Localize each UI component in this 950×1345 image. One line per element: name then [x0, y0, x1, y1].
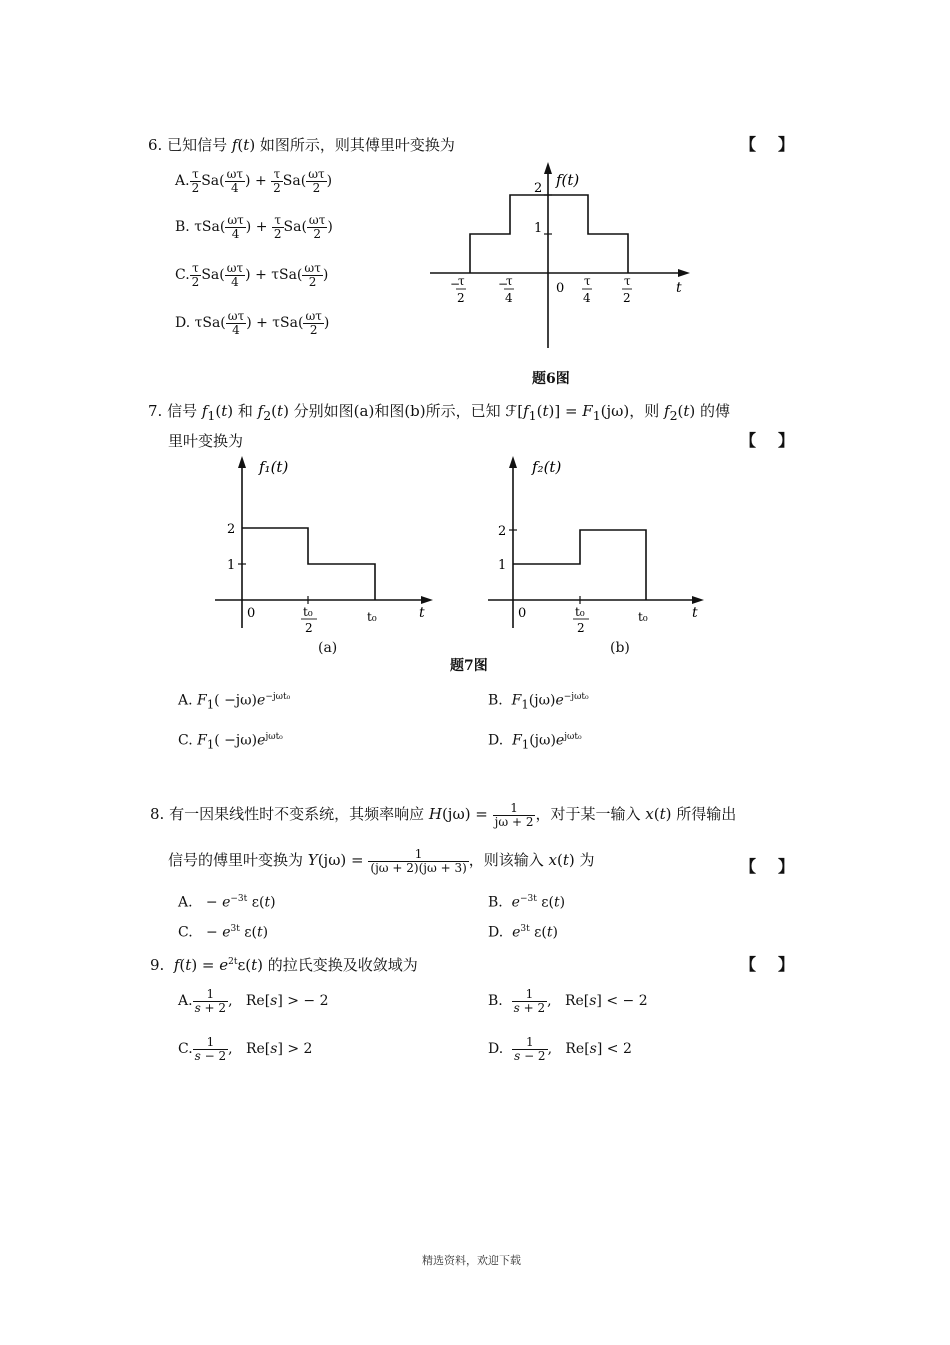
- q8-stem-line1: 8. 有一因果线性时不变系统，其频率响应 H(jω) = $\frac{1}{j\omega + 2}$ ，对于某一输入 x(t) 所得输出: [150, 801, 737, 829]
- q7a-xtick-t0: t₀: [367, 610, 377, 624]
- q7b-xtick-t0: t₀: [638, 610, 648, 624]
- svg-text:4: 4: [505, 291, 513, 305]
- q7-option-b[interactable]: B. $F_1(j\omega)e^{-j\omega t_0}$: [488, 692, 589, 712]
- q9-stem: 9. $f(t) = e^{2t}\varepsilon(t)$ 的拉氏变换及收敛域为: [150, 956, 418, 974]
- q6-option-b[interactable]: B. τSa( $\frac{\omega\tau}{4}$ ) + $\frac{\tau}{2}$ Sa( $\frac{\omega\tau}{2}$ ): [175, 213, 333, 241]
- q6-ytick-2: 2: [534, 181, 543, 196]
- q6-xtick-half: [622, 274, 632, 305]
- q7b-ytick-2: 2: [498, 524, 507, 539]
- q7-figure-b: [478, 450, 718, 635]
- q7-option-a[interactable]: A. $F_1( -j\omega)e^{-j\omega t_0}$: [178, 692, 291, 712]
- q6-answer-bracket: 【】: [740, 135, 817, 154]
- svg-text:τ: τ: [458, 274, 465, 288]
- q8-option-c[interactable]: C. − $e^{3t}$ ε(t): [178, 924, 269, 941]
- svg-text:−: −: [498, 277, 509, 291]
- q7b-xtick-zero: 0: [518, 606, 527, 621]
- svg-text:2: 2: [457, 291, 465, 305]
- q6-xtick-quarter: [582, 274, 592, 305]
- q7-answer-bracket: 【】: [740, 431, 817, 450]
- q6-option-a[interactable]: A. $\frac{\tau}{2}$ Sa( $\frac{\omega\tau}{4}$ ) + $\frac{\tau}{2}$ Sa( $\frac{\omega\tau}{2}$ ): [175, 167, 333, 195]
- q7-option-d[interactable]: D. $F_1(j\omega)e^{j\omega t_0}$: [488, 732, 582, 752]
- q7b-xlabel: t: [692, 605, 698, 621]
- svg-text:2: 2: [577, 621, 585, 635]
- q7a-xtick-half: [301, 605, 317, 635]
- q7a-xtick-zero: 0: [247, 606, 256, 621]
- q6-option-c[interactable]: C. $\frac{\tau}{2}$ Sa( $\frac{\omega\tau}{4}$ ) + τSa( $\frac{\omega\tau}{2}$ ): [175, 261, 329, 289]
- q9-option-b[interactable]: B. $\frac{1}{s + 2}$ , Re[s] < − 2: [488, 987, 648, 1015]
- q7b-ylabel: f₂(t): [532, 458, 562, 476]
- svg-text:τ: τ: [624, 274, 631, 288]
- q7-stem-line1: 7. 信号 $f_1(t)$ 和 $f_2(t)$ 分别如图(a)和图(b)所示，已知 $ℱ[f_1(t)] = F_1(j\omega)$，则 $f_2(t)$ 的傅: [148, 402, 731, 423]
- q8-option-d[interactable]: D. $e^{3t}$ ε(t): [488, 924, 558, 941]
- q6-xtick-neg-quarter: [498, 274, 514, 305]
- svg-text:t₀: t₀: [303, 605, 313, 619]
- q7-sub-b: (b): [610, 640, 630, 656]
- q8-option-b[interactable]: B. $e^{-3t}$ ε(t): [488, 894, 566, 911]
- svg-text:t₀: t₀: [575, 605, 585, 619]
- q7a-ytick-1: 1: [227, 558, 236, 573]
- q6-xtick-neg-half: [450, 274, 466, 305]
- q8-stem-line2: 信号的傅里叶变换为 Y(jω) = $\frac{1}{(j\omega + 2)(j\omega + 3)}$ ，则该输入 x(t) 为: [168, 847, 595, 875]
- svg-text:2: 2: [305, 621, 313, 635]
- q6-ytick-1: 1: [534, 221, 543, 236]
- svg-text:−: −: [450, 277, 461, 291]
- q7b-xtick-half: [573, 605, 589, 635]
- svg-text:τ: τ: [506, 274, 513, 288]
- q6-figure: [420, 158, 700, 353]
- svg-text:2: 2: [623, 291, 631, 305]
- svg-text:τ: τ: [584, 274, 591, 288]
- q6-stem: 6. 已知信号 f(t) 如图所示，则其傅里叶变换为: [148, 136, 455, 154]
- q7-option-c[interactable]: C. $F_1( -j\omega)e^{j\omega t_0}$: [178, 732, 283, 752]
- q6-caption: 题6图: [532, 371, 570, 387]
- q8-option-a[interactable]: A. − $e^{-3t}$ ε(t): [178, 894, 276, 911]
- q8-answer-bracket: 【】: [740, 857, 817, 876]
- q9-option-a[interactable]: A. $\frac{1}{s + 2}$ , Re[s] > − 2: [178, 987, 329, 1015]
- svg-text:4: 4: [583, 291, 591, 305]
- q7a-ytick-2: 2: [227, 522, 236, 537]
- q9-option-d[interactable]: D. $\frac{1}{s - 2}$ , Re[s] < 2: [488, 1035, 632, 1063]
- q7-caption: 题7图: [450, 658, 488, 674]
- page-footer: 精选资料，欢迎下载: [422, 1254, 521, 1267]
- q9-option-c[interactable]: C. $\frac{1}{s - 2}$ , Re[s] > 2: [178, 1035, 313, 1063]
- q6-xlabel: t: [676, 280, 682, 296]
- q7b-ytick-1: 1: [498, 558, 507, 573]
- q6-xtick-zero: 0: [556, 281, 565, 296]
- q7-figure-a: [205, 450, 445, 635]
- q6-ylabel: f(t): [556, 171, 580, 189]
- q7-sub-a: (a): [318, 640, 338, 656]
- q7-stem-line2: 里叶变换为: [168, 432, 244, 450]
- q7a-xlabel: t: [419, 605, 425, 621]
- q7a-ylabel: f₁(t): [259, 458, 289, 476]
- q6-option-d[interactable]: D. τSa( $\frac{\omega\tau}{4}$ ) + τSa( $\frac{\omega\tau}{2}$ ): [175, 309, 330, 337]
- q9-answer-bracket: 【】: [740, 955, 817, 974]
